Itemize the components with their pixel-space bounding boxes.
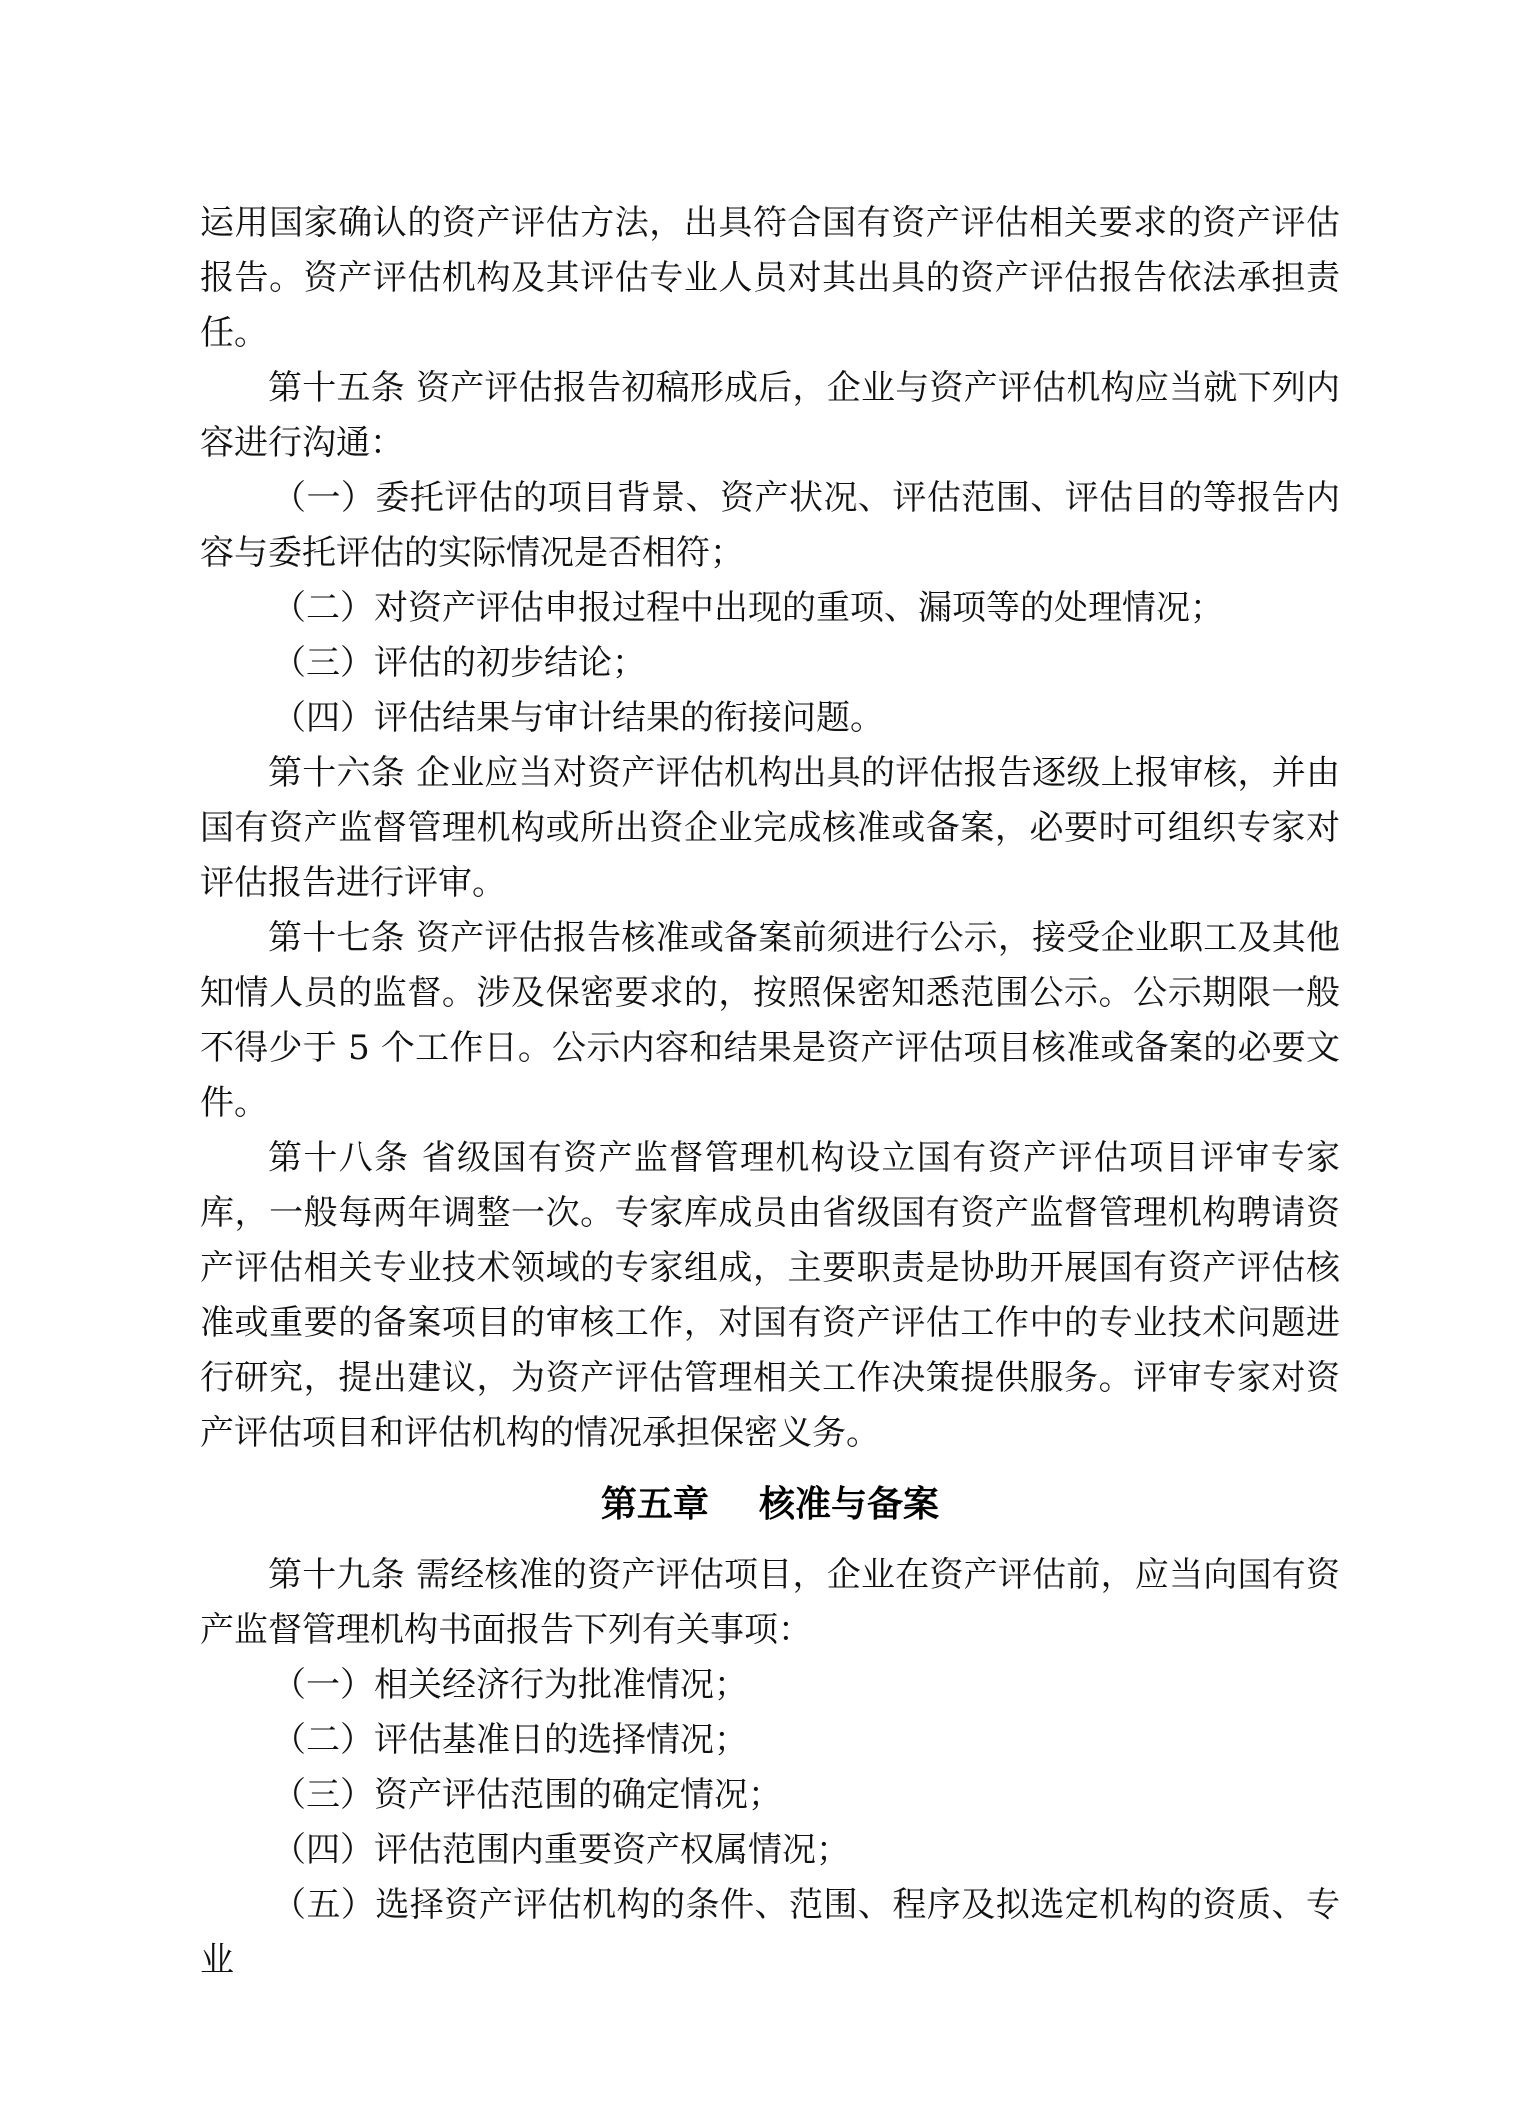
list-item: （四）评估结果与审计结果的衔接问题。 <box>272 698 884 738</box>
article-15-paragraph: 第十五条 资产评估报告初稿形成后，企业与资产评估机构应当就下列内容进行沟通： <box>200 368 1340 463</box>
article-17-paragraph: 第十七条 资产评估报告核准或备案前须进行公示，接受企业职工及其他知情人员的监督。涉及保密要求的，按照保密知悉范围公示。公示期限一般不得少于 5 个工作日。公示内容和结果是资产评估项目核准或备案的必要文件。 <box>200 918 1340 1123</box>
list-item: （四）评估范围内重要资产权属情况； <box>272 1830 850 1870</box>
list-item: （三）资产评估范围的确定情况； <box>272 1775 782 1815</box>
list-item: （二）评估基准日的选择情况； <box>272 1720 748 1760</box>
continuation-paragraph: 运用国家确认的资产评估方法，出具符合国有资产评估相关要求的资产评估报告。资产评估机构及其评估专业人员对其出具的资产评估报告依法承担责任。 <box>200 203 1340 353</box>
list-item: （一）委托评估的项目背景、资产状况、评估范围、评估目的等报告内容与委托评估的实际情况是否相符； <box>200 478 1340 573</box>
article-19-paragraph: 第十九条 需经核准的资产评估项目，企业在资产评估前，应当向国有资产监督管理机构书面报告下列有关事项： <box>200 1555 1340 1650</box>
article-16-paragraph: 第十六条 企业应当对资产评估机构出具的评估报告逐级上报审核，并由国有资产监督管理机构或所出资企业完成核准或备案，必要时可组织专家对评估报告进行评审。 <box>200 753 1340 903</box>
list-item: （二）对资产评估申报过程中出现的重项、漏项等的处理情况； <box>272 588 1224 628</box>
list-item: （五）选择资产评估机构的条件、范围、程序及拟选定机构的资质、专业 <box>200 1885 1340 1980</box>
chapter-heading: 第五章 核准与备案 <box>600 1484 940 1525</box>
document-body <box>200 196 1340 1988</box>
article-18-paragraph: 第十八条 省级国有资产监督管理机构设立国有资产评估项目评审专家库，一般每两年调整一次。专家库成员由省级国有资产监督管理机构聘请资产评估相关专业技术领域的专家组成，主要职责是协助开展国有资产评估核准或重要的备案项目的审核工作，对国有资产评估工作中的专业技术问题进行研究，提出建议，为资产评估管理相关工作决策提供服务。评审专家对资产评估项目和评估机构的情况承担保密义务。 <box>200 1138 1340 1453</box>
list-item: （一）相关经济行为批准情况； <box>272 1665 748 1705</box>
list-item: （三）评估的初步结论； <box>272 643 646 683</box>
